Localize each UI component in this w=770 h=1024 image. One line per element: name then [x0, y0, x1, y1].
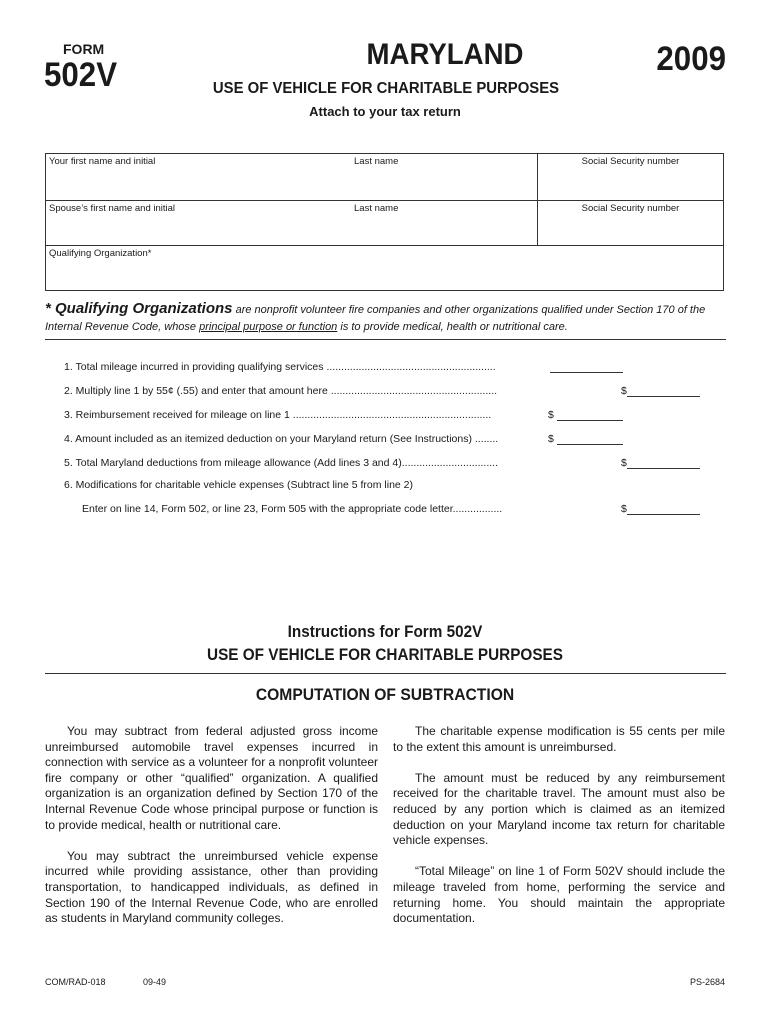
- line-1-amount[interactable]: [550, 361, 623, 373]
- paragraph: “Total Mileage” on line 1 of Form 502V should include the mileage traveled from home, performing the service and returning home. You should maintain the appropriate documentation.: [393, 864, 725, 926]
- last-name-field[interactable]: Last name: [354, 156, 399, 167]
- form-date-code: 09-49: [143, 977, 167, 987]
- identification-box: [45, 153, 724, 291]
- first-name-field[interactable]: Your first name and initial: [49, 156, 156, 167]
- line-3-amount[interactable]: $: [548, 409, 623, 421]
- qualifying-underlined: principal purpose or function: [199, 321, 338, 333]
- form-code: COM/RAD-018: [45, 977, 106, 987]
- instructions-right-column: [393, 724, 725, 942]
- qualifying-heading: * Qualifying Organizations: [45, 300, 233, 317]
- line-6-amount[interactable]: $: [621, 503, 700, 515]
- divider: [45, 339, 726, 340]
- computation-heading: COMPUTATION OF SUBTRACTION: [255, 685, 515, 704]
- divider: [45, 673, 726, 674]
- line-4-amount[interactable]: $: [548, 433, 623, 445]
- state-title: MARYLAND: [366, 38, 524, 71]
- paragraph: You may subtract from federal adjusted gross income unreimbursed automobile travel expenses incurred in connection with service as a volunteer for a nonprofit volunteer fire company or other “qualified” organization. A qualified organization is an organization defined by Section 170 of the Internal Revenue Code whose principal purpose or function is to provide medical, health or nutritional care.: [45, 724, 378, 832]
- form-label: FORM: [63, 41, 105, 57]
- paragraph: The charitable expense modification is 55 cents per mile to the extent this amount is unreimbursed.: [393, 724, 725, 754]
- spouse-first-name-field[interactable]: Spouse’s first name and initial: [49, 203, 176, 214]
- ssn-field[interactable]: Social Security number: [581, 156, 680, 167]
- ps-code: PS-2684: [689, 977, 725, 987]
- instructions-subtitle: USE OF VEHICLE FOR CHARITABLE PURPOSES: [207, 645, 563, 664]
- instructions-title: Instructions for Form 502V: [287, 622, 483, 641]
- line-1: 1. Total mileage incurred in providing qualifying services ..........................................................: [64, 361, 496, 373]
- paragraph: The amount must be reduced by any reimbursement received for the charitable travel. The amount must also be reduced by any portion which is claimed as an itemized deduction on your Maryland income tax return for charitable vehicle expenses.: [393, 770, 725, 848]
- spouse-ssn-field[interactable]: Social Security number: [581, 203, 680, 214]
- line-5-amount[interactable]: $: [621, 457, 700, 469]
- instructions-left-column: [45, 724, 378, 942]
- tax-year: 2009: [656, 40, 726, 78]
- qualifying-note: [45, 300, 735, 336]
- qualifying-text-1: are nonprofit volunteer fire companies and other organizations qualified under Section 170 of the Internal Revenue Code, whose: [45, 304, 706, 333]
- line-2-amount[interactable]: $: [621, 385, 700, 397]
- line-6-enter: Enter on line 14, Form 502, or line 23, Form 505 with the appropriate code letter.................: [82, 503, 503, 515]
- line-2: 2. Multiply line 1 by 55¢ (.55) and enter that amount here .........................................................: [64, 385, 498, 397]
- line-5: 5. Total Maryland deductions from mileage allowance (Add lines 3 and 4).................................: [64, 457, 499, 469]
- attach-note: Attach to your tax return: [309, 104, 461, 119]
- line-4: 4. Amount included as an itemized deduction on your Maryland return (See Instructions) ........: [64, 433, 499, 445]
- form-title: USE OF VEHICLE FOR CHARITABLE PURPOSES: [212, 80, 560, 97]
- qualifying-text-2: is to provide medical, health or nutritional care.: [337, 321, 568, 333]
- line-6: 6. Modifications for charitable vehicle expenses (Subtract line 5 from line 2): [64, 479, 414, 491]
- paragraph: You may subtract the unreimbursed vehicle expense incurred while providing assistance, other than providing transportation, to handicapped individuals, as defined in Section 190 of the Internal Revenue Code, who are enrolled as students in Maryland community colleges.: [45, 848, 378, 926]
- spouse-last-name-field[interactable]: Last name: [354, 203, 399, 214]
- qualifying-org-field[interactable]: Qualifying Organization*: [49, 248, 152, 259]
- line-3: 3. Reimbursement received for mileage on line 1 ....................................................................: [64, 409, 492, 421]
- form-number: 502V: [44, 56, 118, 94]
